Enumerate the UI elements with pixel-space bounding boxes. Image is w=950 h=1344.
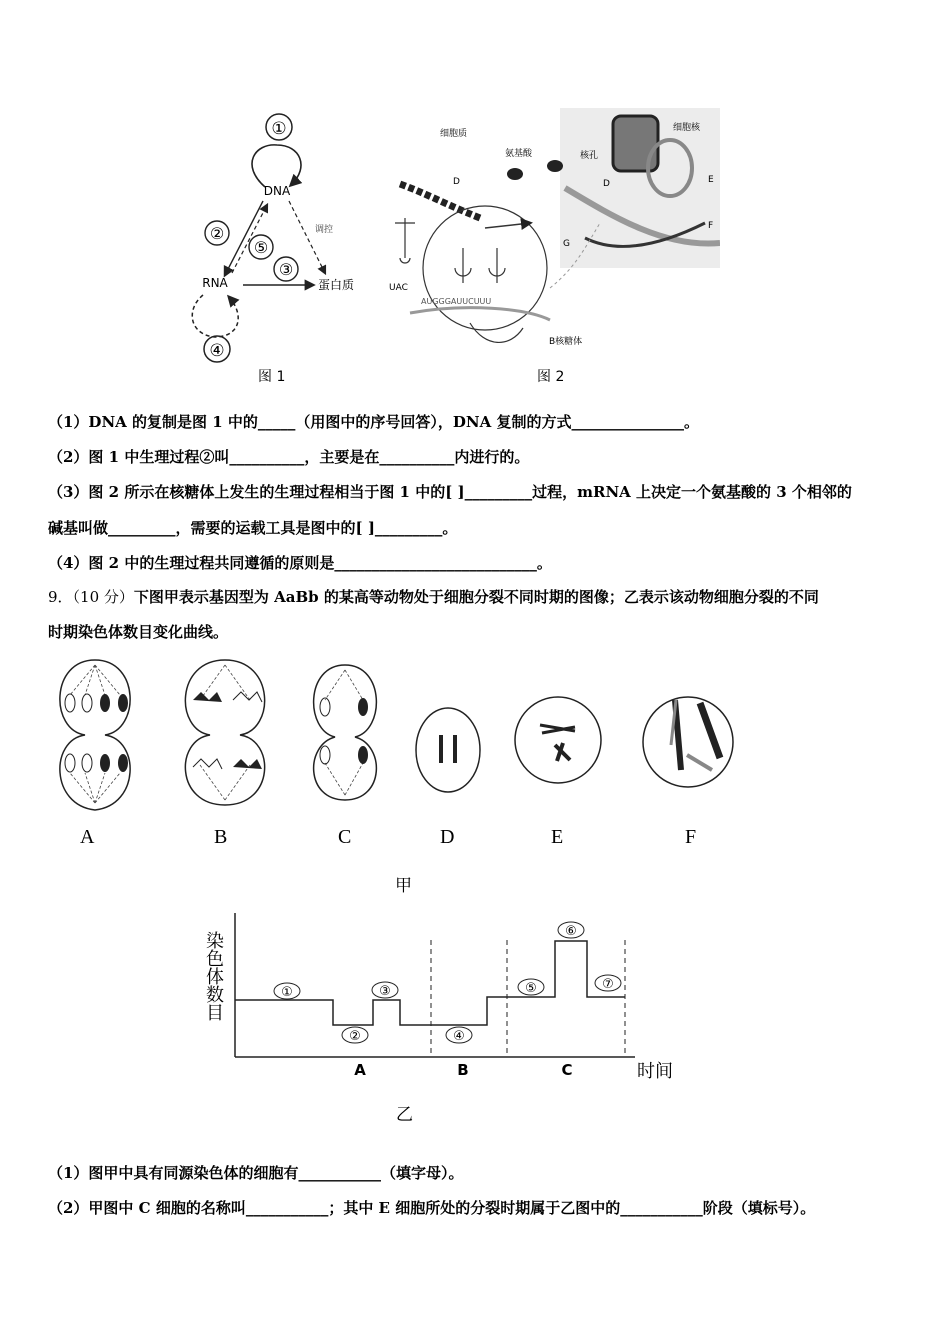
question-9-2: （2）甲图中 C 细胞的名称叫___________；其中 E 细胞所处的分裂时期属于乙图中的___________阶段（填标号）。 bbox=[48, 1199, 816, 1217]
label-process-3: ③ bbox=[278, 260, 294, 279]
cell-c bbox=[314, 665, 377, 800]
stage-label-6: ⑥ bbox=[565, 924, 577, 939]
label-nuclear-pore: 核孔 bbox=[580, 151, 599, 161]
cell-label-c: C bbox=[338, 826, 352, 848]
label-d-nucleus: D bbox=[603, 179, 610, 189]
y-axis-label-4: 数 bbox=[206, 985, 224, 1006]
cell-b bbox=[185, 660, 264, 805]
cell-label-a: A bbox=[80, 826, 95, 848]
y-axis-label-1: 染 bbox=[206, 931, 224, 952]
label-mrna-sequence: AUGGGAUUCUUU bbox=[421, 297, 492, 306]
label-amino-acid: 氨基酸 bbox=[505, 149, 533, 159]
question-8-3: （3）图 2 所示在核糖体上发生的生理过程相当于图 1 中的[ ]_________过程，mRNA 上决定一个氨基酸的 3 个相邻的 bbox=[48, 483, 852, 501]
label-g: G bbox=[563, 239, 570, 249]
cell-f bbox=[643, 697, 733, 787]
question-9-number: 9．（10 分） bbox=[48, 588, 134, 606]
figure-1-central-dogma bbox=[185, 105, 365, 395]
question-8-3-cont: 碱基叫做_________，需要的运载工具是图中的[ ]_________。 bbox=[48, 519, 458, 537]
question-8-1: （1）DNA 的复制是图 1 中的_____（用图中的序号回答），DNA 复制的方式_______________。 bbox=[48, 413, 699, 431]
cell-a bbox=[60, 660, 130, 810]
label-process-2: ② bbox=[209, 224, 225, 243]
label-control: 调控 bbox=[315, 225, 334, 235]
label-process-1: ① bbox=[271, 119, 287, 139]
label-f: F bbox=[708, 221, 714, 231]
cell-label-b: B bbox=[214, 826, 228, 848]
stage-label-3: ③ bbox=[379, 984, 391, 999]
question-9-line-1 bbox=[48, 586, 819, 607]
y-axis-label-2: 色 bbox=[206, 949, 224, 970]
question-9-1: （1）图甲中具有同源染色体的细胞有___________（填字母）。 bbox=[48, 1164, 464, 1182]
cell-label-d: D bbox=[440, 826, 455, 848]
stage-label-5: ⑤ bbox=[525, 981, 537, 996]
label-process-5: ⑤ bbox=[253, 238, 269, 257]
stage-label-1: ① bbox=[281, 985, 293, 1000]
cell-label-e: E bbox=[551, 826, 564, 848]
y-axis-label-3: 体 bbox=[206, 967, 224, 988]
question-8-4: （4）图 2 中的生理过程共同遵循的原则是___________________________。 bbox=[48, 554, 552, 572]
label-protein: 蛋白质 bbox=[318, 278, 355, 292]
figure-2-caption: 图 2 bbox=[537, 369, 565, 385]
cell-d bbox=[416, 708, 480, 792]
x-axis-label: 时间 bbox=[637, 1061, 673, 1082]
figure-jia-caption: 甲 bbox=[395, 876, 412, 896]
question-9-line-2: 时期染色体数目变化曲线。 bbox=[48, 623, 229, 641]
label-uac: UAC bbox=[389, 283, 408, 293]
label-dna: DNA bbox=[263, 184, 291, 198]
phase-label-a: A bbox=[354, 1061, 366, 1079]
question-8-2: （2）图 1 中生理过程②叫__________，主要是在__________内进行的。 bbox=[48, 448, 530, 466]
stage-label-2: ② bbox=[349, 1029, 361, 1044]
label-ribosome: B核糖体 bbox=[549, 337, 583, 347]
figure-1-caption: 图 1 bbox=[258, 369, 286, 385]
stage-label-4: ④ bbox=[453, 1029, 465, 1044]
figure-yi-caption: 乙 bbox=[396, 1105, 413, 1125]
question-9-stem: 下图甲表示基因型为 AaBb 的某高等动物处于细胞分裂不同时期的图像；乙表示该动物细胞分裂的不同 bbox=[133, 588, 819, 606]
cell-e bbox=[515, 697, 601, 783]
label-process-4: ④ bbox=[209, 341, 225, 361]
label-e: E bbox=[708, 175, 714, 185]
cell-label-f: F bbox=[685, 826, 697, 848]
label-rna: RNA bbox=[202, 276, 228, 290]
figure-jia-cells bbox=[45, 655, 745, 860]
label-cytoplasm: 细胞质 bbox=[440, 129, 468, 139]
label-nucleus: 细胞核 bbox=[673, 123, 701, 133]
label-d: D bbox=[453, 177, 460, 187]
figure-yi-chart bbox=[195, 905, 705, 1090]
stage-label-7: ⑦ bbox=[602, 977, 614, 992]
y-axis-label-5: 目 bbox=[206, 1003, 224, 1024]
phase-label-c: C bbox=[561, 1061, 573, 1079]
figure-2-translation bbox=[385, 108, 720, 358]
phase-label-b: B bbox=[457, 1061, 469, 1079]
